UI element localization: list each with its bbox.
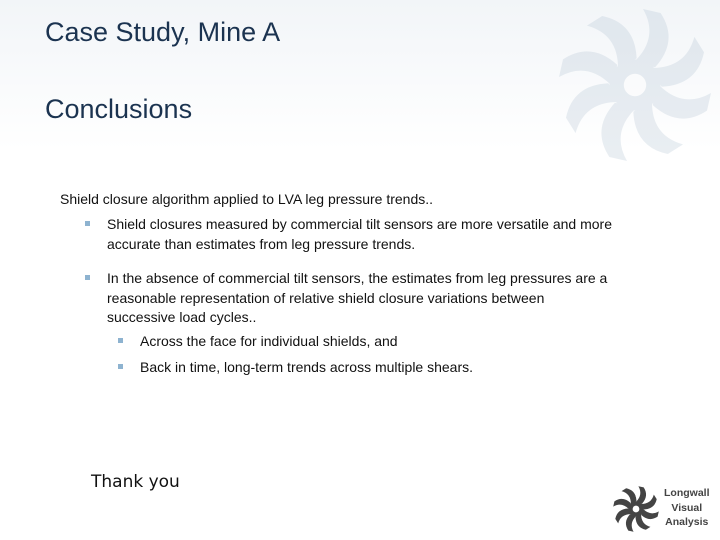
slide-title: Case Study, Mine A (45, 17, 281, 47)
sub-bullet-text: Back in time, long-term trends across multiple shears. (140, 359, 474, 375)
logo-text (664, 486, 710, 530)
logo-line-2: Visual (671, 501, 703, 514)
bullet-text: In the absence of commercial tilt sensors, the estimates from leg pressures are a reasonable representation of relative shield closure variations between successive load cycles.. (107, 270, 608, 325)
square-bullet-icon (118, 338, 123, 343)
sub-bullet-text: Across the face for individual shields, and (140, 333, 398, 349)
square-bullet-icon (118, 364, 123, 369)
gear-swirl-watermark-icon (555, 5, 715, 165)
square-bullet-icon (85, 275, 90, 280)
bullet-text: Shield closures measured by commercial tilt sensors are more versatile and more accurate than estimates from leg pressure trends. (107, 216, 612, 252)
closing-text: Thank you (91, 472, 180, 492)
logo-line-1: Longwall (664, 487, 710, 499)
square-bullet-icon (85, 221, 90, 226)
logo-line-3: Analysis (665, 516, 709, 528)
slide-subtitle: Conclusions (45, 94, 193, 124)
gear-swirl-icon (610, 485, 662, 533)
lead-text: Shield closure algorithm applied to LVA leg pressure trends.. (60, 191, 434, 207)
